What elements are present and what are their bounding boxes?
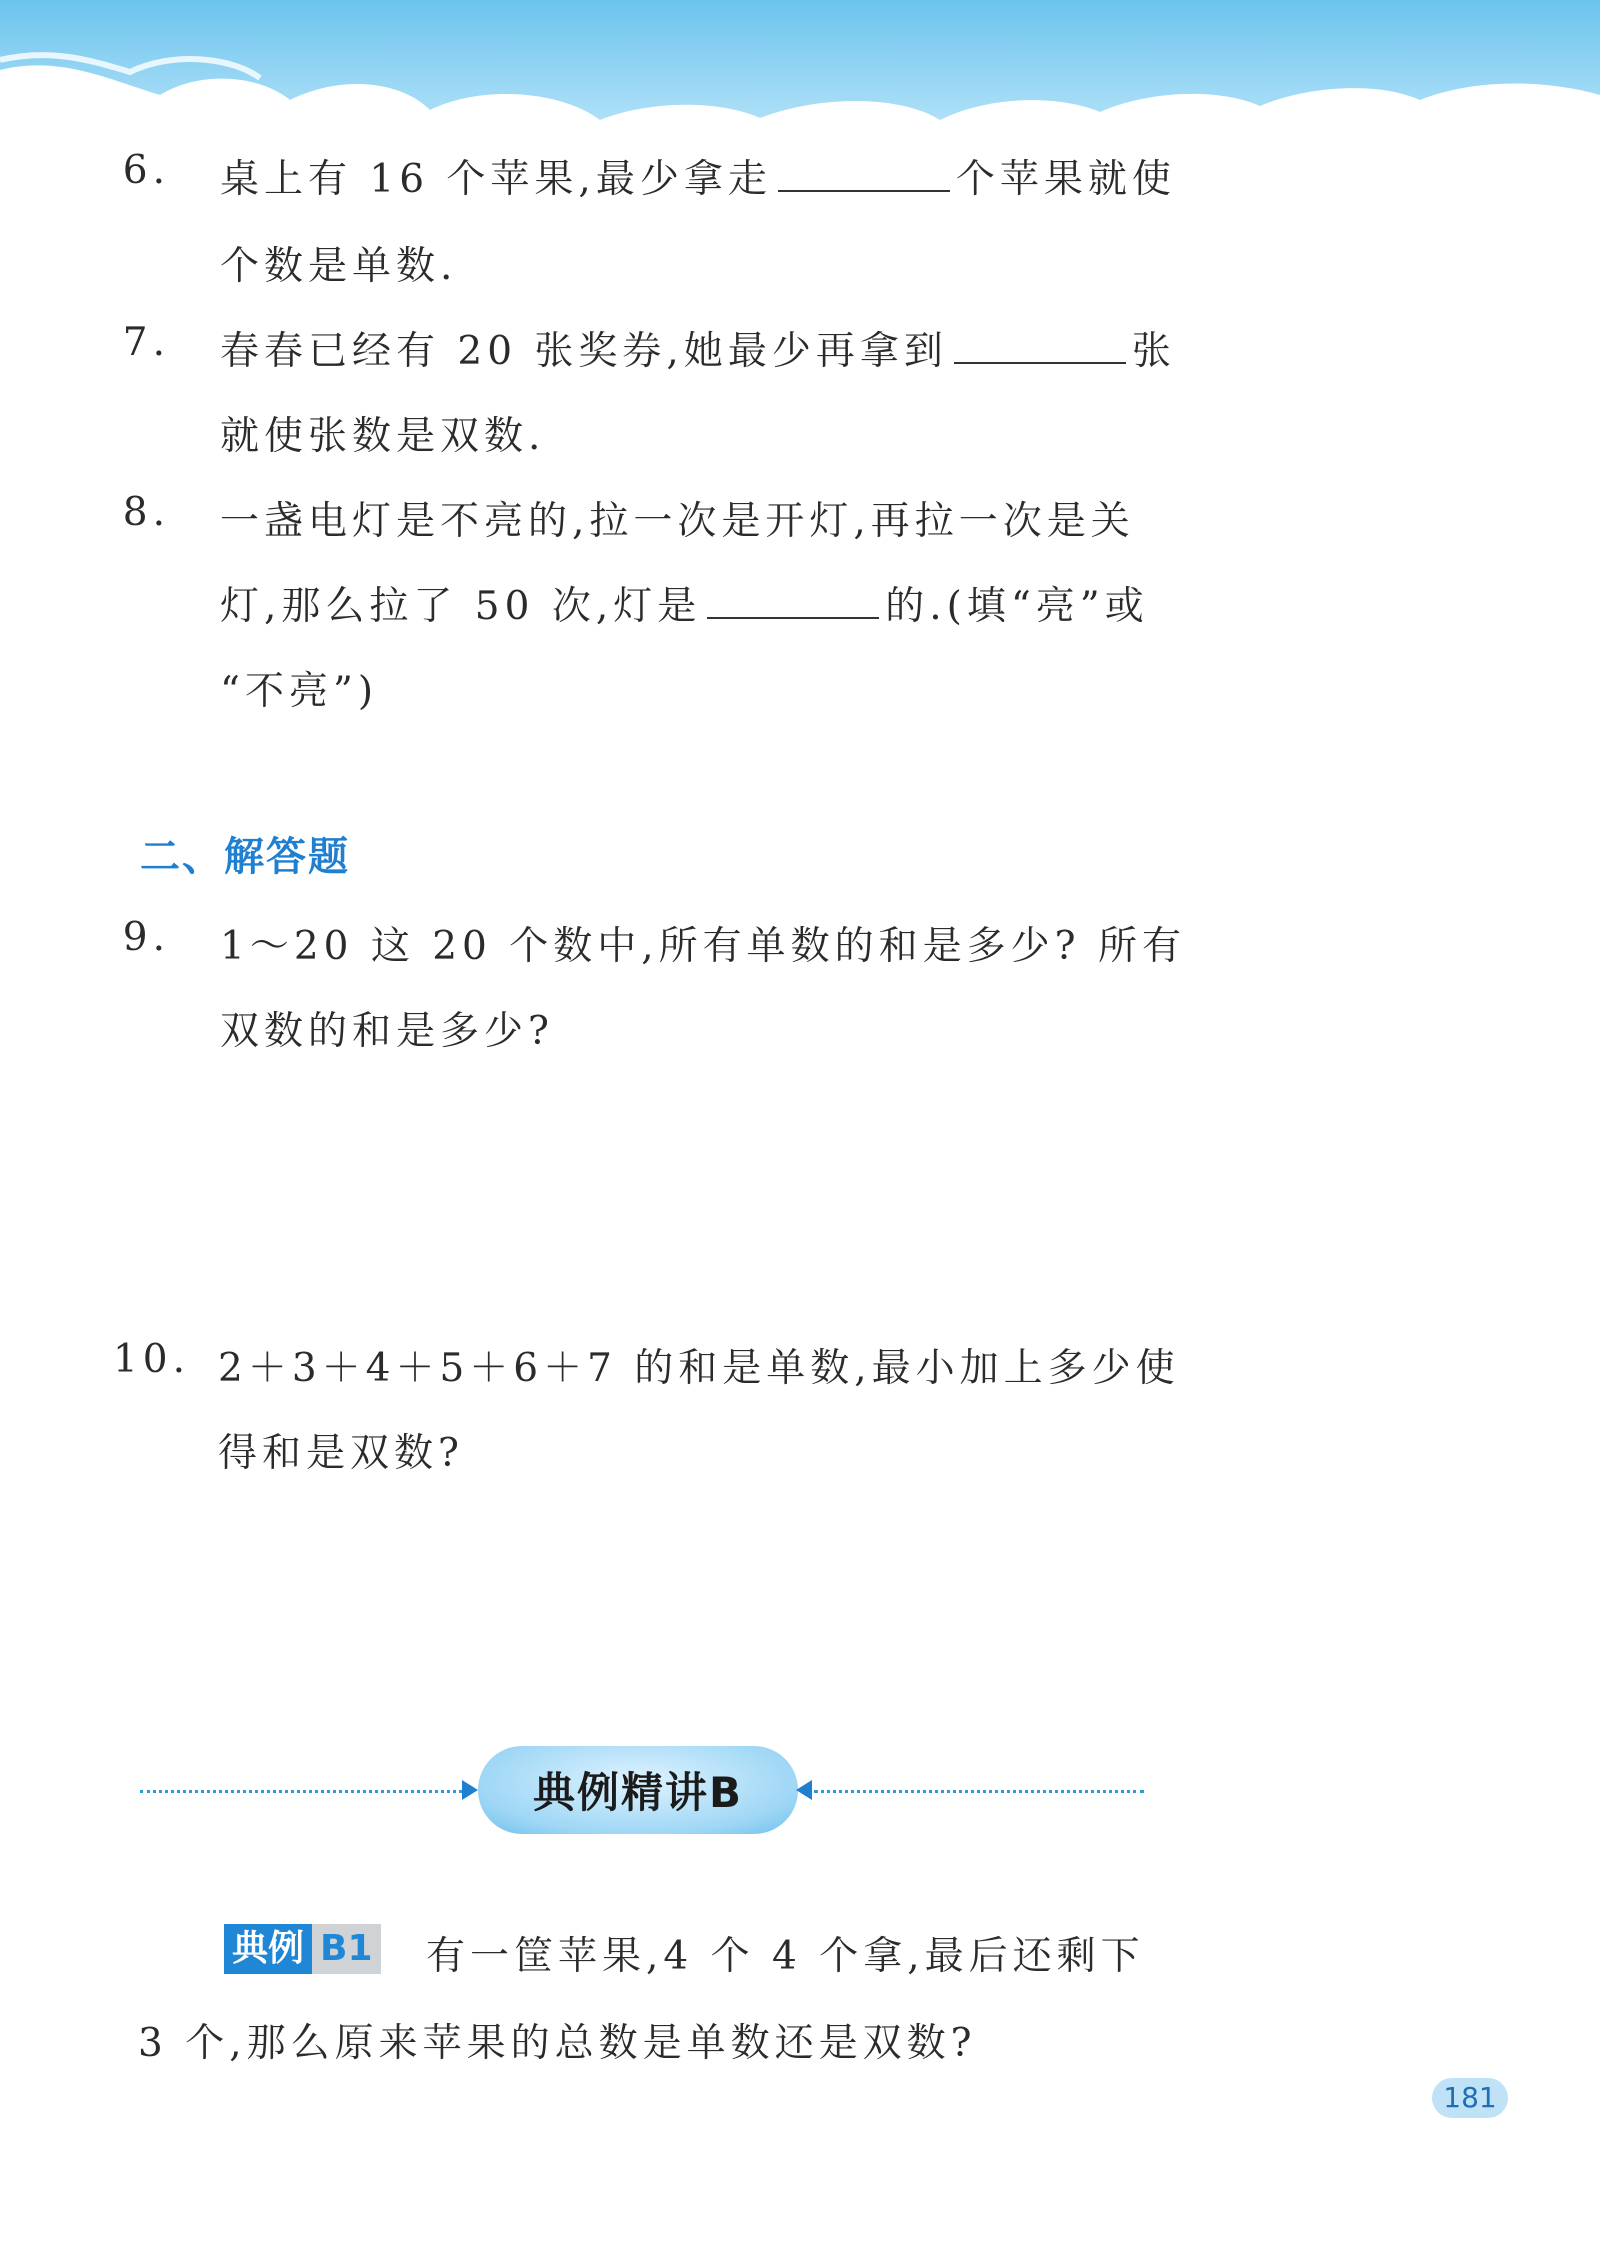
example-line1 bbox=[426, 1925, 1145, 1981]
question-text: 就使张数是双数. bbox=[220, 414, 546, 459]
question-text: 个数是单数. bbox=[220, 244, 458, 289]
question-number: 6. bbox=[122, 148, 170, 193]
section-banner bbox=[478, 1746, 798, 1834]
question-text: 桌上有 16 个苹果,最少拿走 bbox=[220, 157, 772, 202]
question-7-line2 bbox=[220, 405, 545, 461]
problem-number: 10. bbox=[112, 1337, 190, 1382]
question-8-line3 bbox=[220, 660, 378, 716]
banner-title: 典例精讲B bbox=[532, 1768, 743, 1817]
arrow-left-icon bbox=[796, 1780, 812, 1800]
problem-text: 2＋3＋4＋5＋6＋7 的和是单数,最小加上多少使 bbox=[218, 1346, 1180, 1391]
example-text: 3 个,那么原来苹果的总数是单数还是双数? bbox=[138, 2021, 977, 2066]
question-text: 灯,那么拉了 50 次,灯是 bbox=[220, 584, 702, 629]
answer-blank[interactable] bbox=[707, 581, 879, 619]
answer-blank[interactable] bbox=[954, 326, 1126, 364]
question-text: 一盏电灯是不亮的,拉一次是开灯,再拉一次是关 bbox=[220, 499, 1135, 544]
example-tag-label: 典例 bbox=[224, 1924, 312, 1974]
question-number: 7. bbox=[122, 320, 170, 365]
question-text: 张 bbox=[1131, 329, 1176, 374]
problem-number: 9. bbox=[122, 915, 170, 960]
question-number: 8. bbox=[122, 490, 170, 535]
question-7-line1 bbox=[220, 320, 1176, 376]
question-6-line2 bbox=[220, 235, 457, 291]
problem-10-line2 bbox=[218, 1422, 464, 1478]
question-8-line2 bbox=[220, 575, 1149, 631]
arrow-right-icon bbox=[462, 1780, 478, 1800]
dotted-rule-left bbox=[140, 1790, 462, 1793]
problem-10-line1 bbox=[218, 1337, 1180, 1393]
sky-cloud-header bbox=[0, 0, 1600, 150]
question-8-line1 bbox=[220, 490, 1135, 546]
question-6-line1 bbox=[220, 148, 1176, 204]
problem-9-line2 bbox=[220, 1000, 554, 1056]
question-text: 个苹果就使 bbox=[955, 157, 1176, 202]
section-title: 二、解答题 bbox=[140, 834, 350, 880]
example-tag bbox=[224, 1924, 381, 1974]
example-tag-code: B1 bbox=[312, 1924, 381, 1974]
question-text: 的.(填“亮”或 bbox=[885, 584, 1149, 629]
example-line2 bbox=[138, 2012, 977, 2068]
problem-text: 1～20 这 20 个数中,所有单数的和是多少? 所有 bbox=[220, 924, 1186, 969]
question-text: “不亮”) bbox=[220, 669, 379, 714]
problem-9-line1 bbox=[220, 915, 1186, 971]
question-text: 春春已经有 20 张奖券,她最少再拿到 bbox=[220, 329, 948, 374]
answer-blank[interactable] bbox=[778, 154, 950, 192]
problem-text: 得和是双数? bbox=[218, 1431, 464, 1476]
page-number: 181 bbox=[1432, 2078, 1508, 2118]
dotted-rule-right bbox=[814, 1790, 1144, 1793]
example-text: 有一筐苹果,4 个 4 个拿,最后还剩下 bbox=[426, 1934, 1145, 1979]
problem-text: 双数的和是多少? bbox=[220, 1009, 554, 1054]
